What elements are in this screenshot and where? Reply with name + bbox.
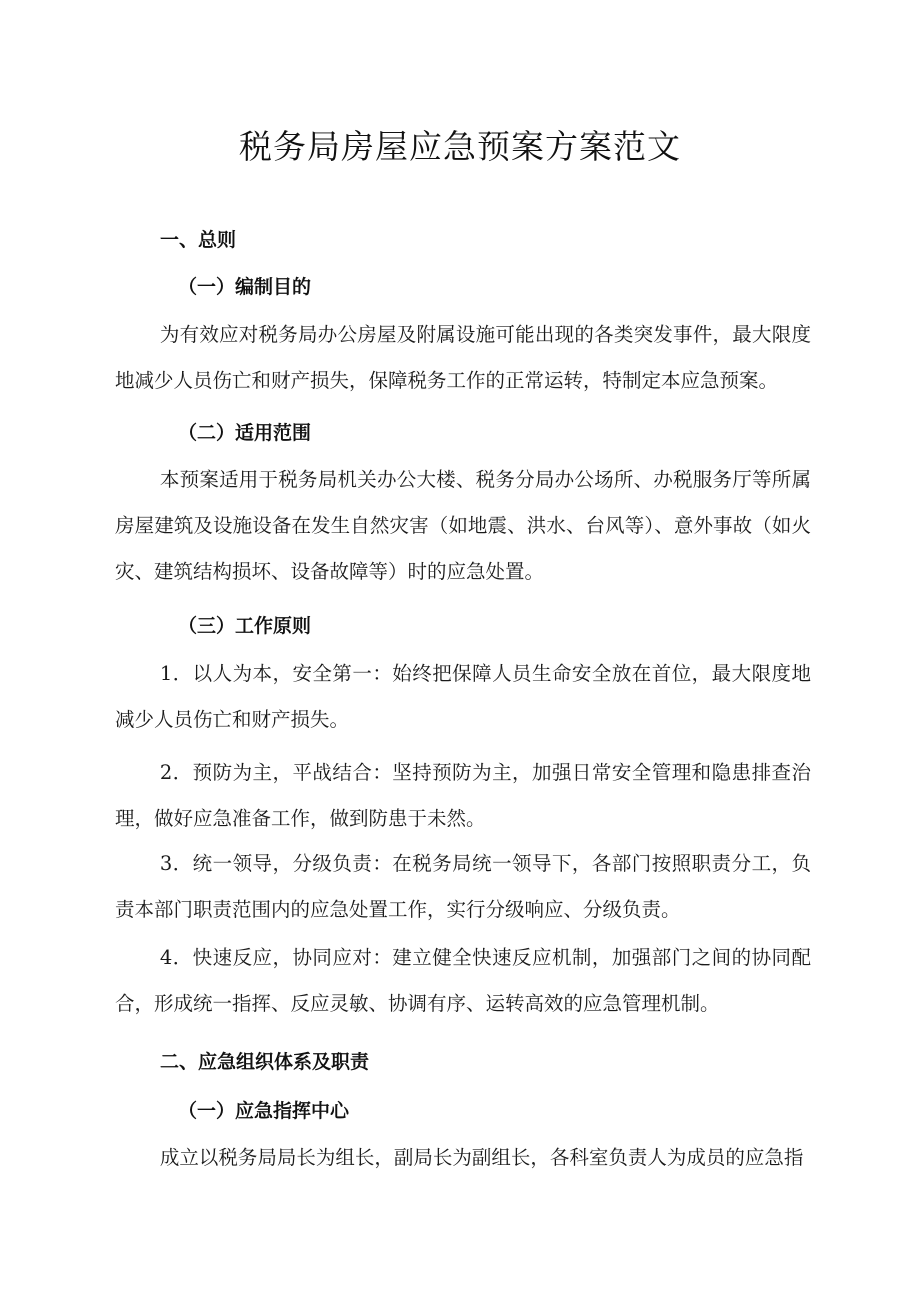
document-title: 税务局房屋应急预案方案范文 <box>239 127 681 166</box>
paragraph-principle-3: 3．统一领导，分级负责：在税务局统一领导下，各部门按照职责分工，负责本部门职责范围内的应急处置工作，实行分级响应、分级负责。 <box>115 852 811 921</box>
paragraph-principle-4: 4．快速反应，协同应对：建立健全快速反应机制，加强部门之间的协同配合，形成统一指挥、反应灵敏、协调有序、运转高效的应急管理机制。 <box>115 946 811 1015</box>
paragraph-scope: 本预案适用于税务局机关办公大楼、税务分局办公场所、办税服务厅等所属房屋建筑及设施设备在发生自然灾害（如地震、洪水、台风等）、意外事故（如火灾、建筑结构损坏、设备故障等）时的应急处置。 <box>115 468 811 583</box>
subsection-heading-principles: （三）工作原则 <box>178 615 312 637</box>
paragraph-principle-2: 2．预防为主，平战结合：坚持预防为主，加强日常安全管理和隐患排查治理，做好应急准备工作，做到防患于未然。 <box>115 761 811 830</box>
section-heading-organization: 二、应急组织体系及职责 <box>160 1051 370 1073</box>
section-heading-general: 一、总则 <box>160 229 237 251</box>
paragraph-principle-1: 1．以人为本，安全第一：始终把保障人员生命安全放在首位，最大限度地减少人员伤亡和财产损失。 <box>115 662 811 731</box>
paragraph-purpose: 为有效应对税务局办公房屋及附属设施可能出现的各类突发事件，最大限度地减少人员伤亡和财产损失，保障税务工作的正常运转，特制定本应急预案。 <box>115 323 811 392</box>
subsection-heading-scope: （二）适用范围 <box>178 422 312 444</box>
subsection-heading-purpose: （一）编制目的 <box>178 276 312 298</box>
subsection-heading-command-center: （一）应急指挥中心 <box>178 1100 350 1122</box>
paragraph-command-center: 成立以税务局局长为组长，副局长为副组长，各科室负责人为成员的应急指 <box>159 1146 804 1169</box>
